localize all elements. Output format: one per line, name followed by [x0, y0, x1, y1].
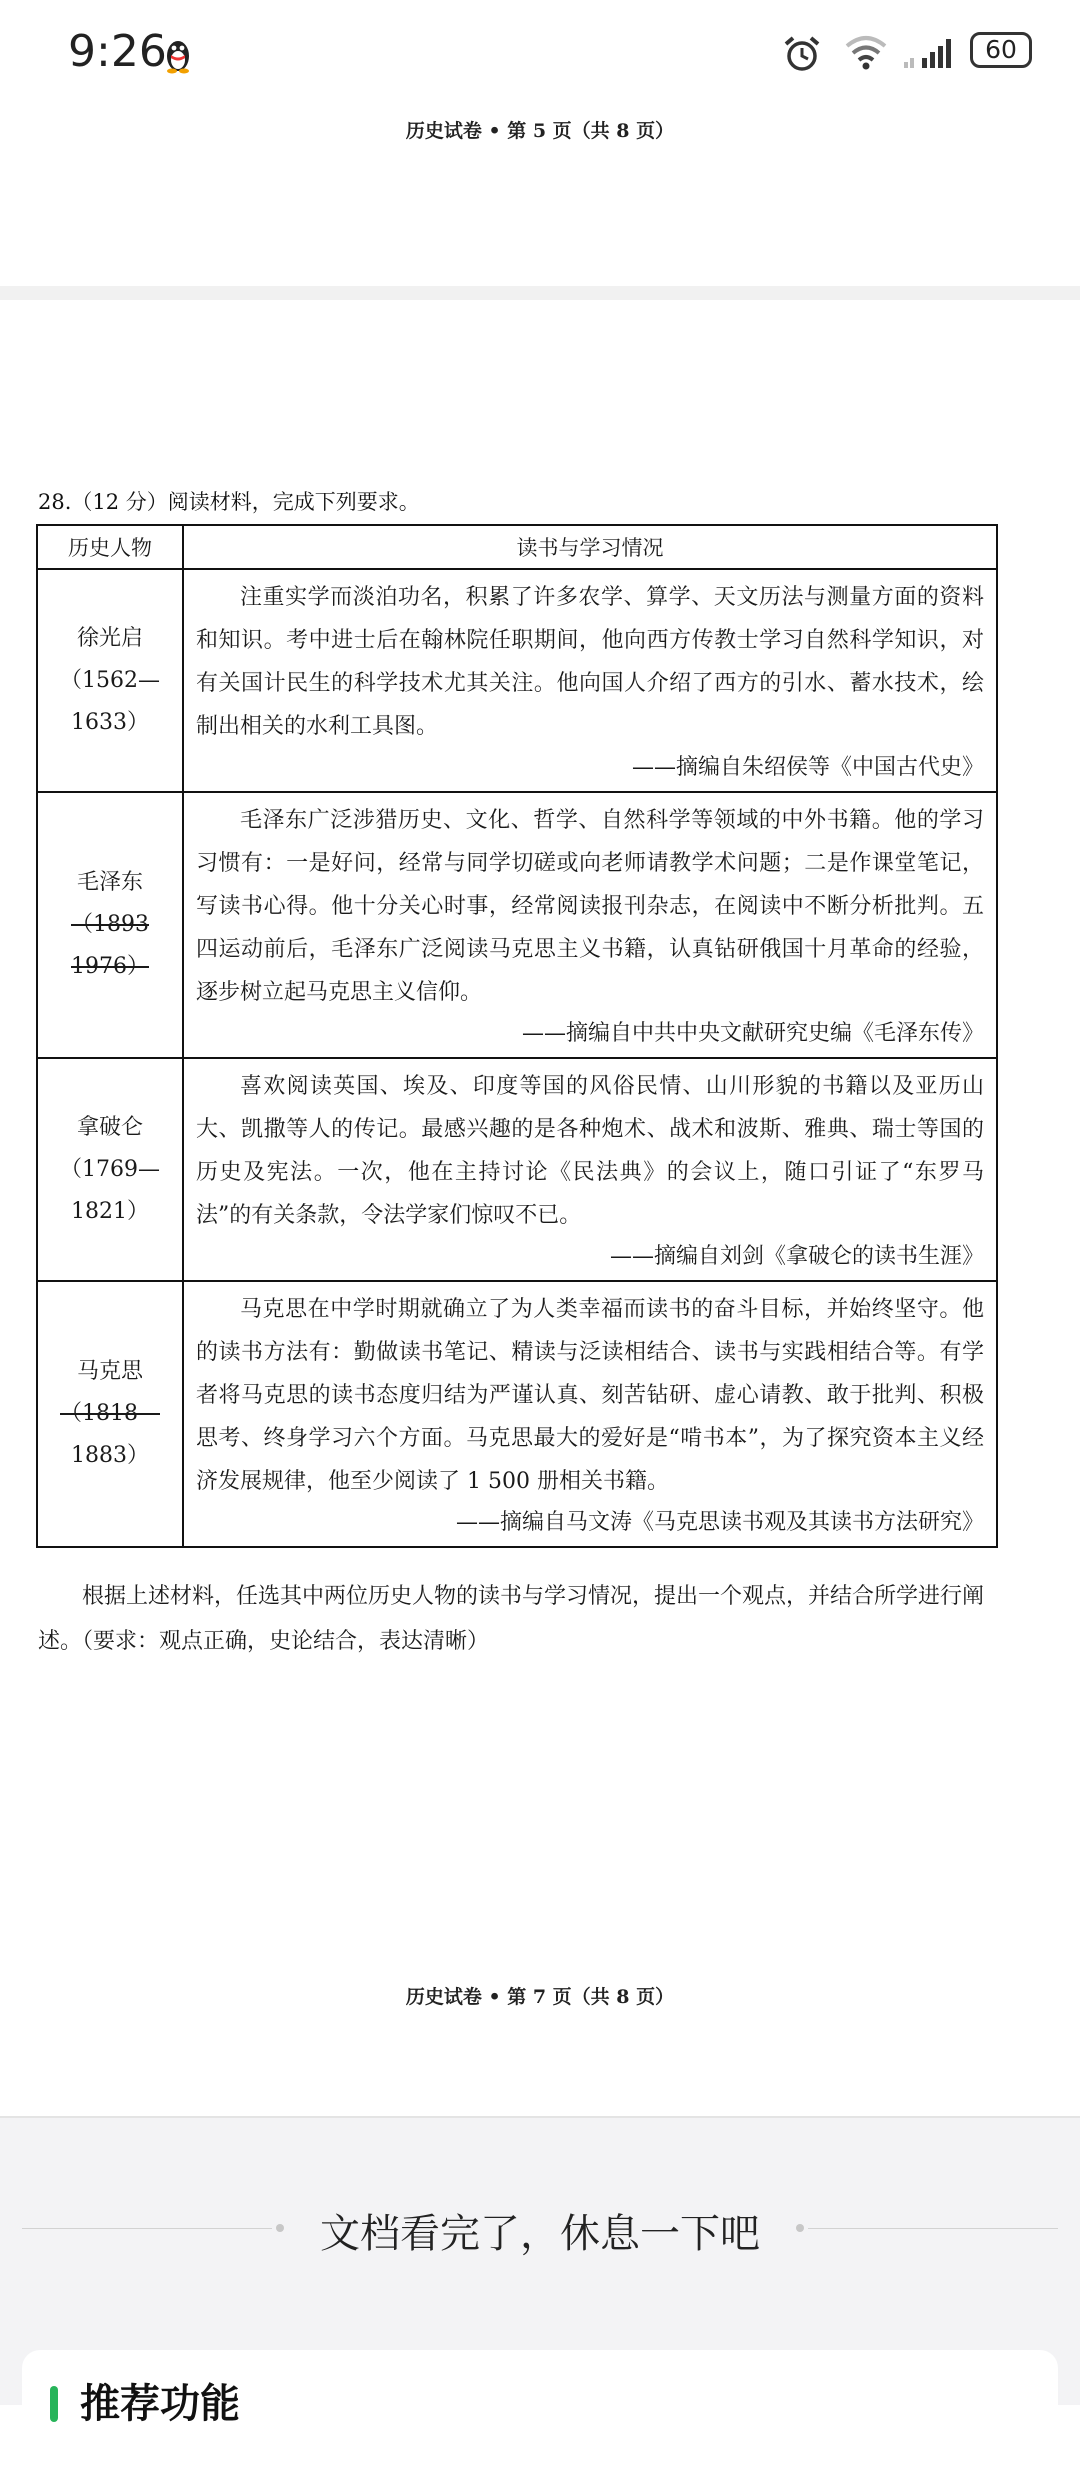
table-row — [37, 1281, 997, 1547]
reading-source: ——摘编自朱绍侯等《中国古代史》 — [631, 755, 984, 780]
person-cell — [37, 1281, 183, 1547]
person-cell — [37, 569, 183, 792]
divider-dot-right — [796, 2224, 804, 2232]
person-years: （1769—1821） — [60, 1156, 160, 1224]
table-header-row — [37, 525, 997, 569]
header-person: 历史人物 — [37, 525, 183, 569]
reading-text: 喜欢阅读英国、埃及、印度等国的风俗民情、山川形貌的书籍以及亚历山大、凯撒等人的传记。最感兴趣的是各种炮术、战术和波斯、雅典、瑞士等国的历史及宪法。一次，他在主持讨论《民法典》的会议上，随口引证了“东罗马法”的有关条款，令法学家们惊叹不已。 — [196, 1074, 984, 1228]
recommend-title: 推荐功能 — [80, 2381, 240, 2427]
reading-text: 毛泽东广泛涉猎历史、文化、哲学、自然科学等领域的中外书籍。他的学习习惯有：一是好问，经常与同学切磋或向老师请教学术问题；二是作课堂笔记，写读书心得。他十分关心时事，经常阅读报刊杂志，在阅读中不断分析批判。五四运动前后，毛泽东广泛阅读马克思主义书籍，认真钻研俄国十月革命的经验，逐步树立起马克思主义信仰。 — [196, 808, 984, 1005]
status-time: 9:26 — [68, 26, 167, 77]
person-years: （1893 — [71, 912, 149, 937]
person-cell — [37, 792, 183, 1058]
reading-text: 注重实学而淡泊功名，积累了许多农学、算学、天文历法与测量方面的资料和知识。考中进士后在翰林院任职期间，他向西方传教士学习自然科学知识，对有关国计民生的科学技术尤其关注。他向国人介绍了西方的引水、蓄水技术，绘制出相关的水利工具图。 — [196, 585, 984, 739]
page-separator — [0, 286, 1080, 300]
reading-source: ——摘编自中共中央文献研究史编《毛泽东传》 — [521, 1021, 984, 1046]
person-name: 马克思 — [76, 1359, 143, 1384]
recommend-card[interactable] — [22, 2350, 1058, 2470]
question-title: 28.（12 分）阅读材料，完成下列要求。 — [38, 490, 420, 514]
divider-right — [808, 2228, 1058, 2229]
materials-table — [36, 524, 998, 1548]
question-prompt: 根据上述材料，任选其中两位历史人物的读书与学习情况，提出一个观点，并结合所学进行阐述。（要求：观点正确，史论结合，表达清晰） — [38, 1584, 985, 1654]
qq-penguin-icon — [162, 38, 194, 74]
page-footer: 历史试卷 • 第 7 页（共 8 页） — [405, 1986, 675, 2008]
table-row — [37, 792, 997, 1058]
recommend-accent-bar — [50, 2386, 58, 2422]
signal-icon — [904, 36, 964, 70]
wifi-icon — [844, 34, 888, 70]
person-years: （1818— — [60, 1401, 160, 1426]
table-row — [37, 1058, 997, 1281]
person-years: 1976） — [71, 954, 149, 979]
person-years: （1562—1633） — [60, 667, 160, 735]
reading-cell — [183, 569, 997, 792]
person-name: 拿破仑 — [76, 1114, 143, 1140]
header-reading: 读书与学习情况 — [183, 525, 997, 569]
battery-icon — [970, 32, 1032, 68]
battery-level: 60 — [985, 35, 1017, 64]
page-header: 历史试卷 • 第 5 页（共 8 页） — [405, 120, 675, 142]
reading-cell — [183, 1281, 997, 1547]
status-bar — [0, 0, 1080, 110]
alarm-icon — [782, 34, 822, 74]
person-years: 1883） — [71, 1443, 149, 1468]
reading-source: ——摘编自刘剑《拿破仑的读书生涯》 — [609, 1244, 984, 1269]
reading-source: ——摘编自马文涛《马克思读书观及其读书方法研究》 — [455, 1510, 984, 1535]
person-name: 毛泽东 — [76, 870, 143, 895]
reading-text: 马克思在中学时期就确立了为人类幸福而读书的奋斗目标，并始终坚守。他的读书方法有：勤做读书笔记、精读与泛读相结合、读书与实践相结合等。有学者将马克思的读书态度归结为严谨认真、刻苦钻研、虚心请教、敢于批判、积极思考、终身学习六个方面。马克思最大的爱好是“啃书本”，为了探究资本主义经济发展规律，他至少阅读了 1 500 册相关书籍。 — [196, 1297, 984, 1494]
end-message: 文档看完了，休息一下吧 — [320, 2211, 760, 2257]
reading-cell — [183, 792, 997, 1058]
reading-cell — [183, 1058, 997, 1281]
table-row — [37, 569, 997, 792]
person-cell — [37, 1058, 183, 1281]
person-name: 徐光启 — [76, 625, 143, 651]
document-end-panel — [0, 2116, 1080, 2427]
